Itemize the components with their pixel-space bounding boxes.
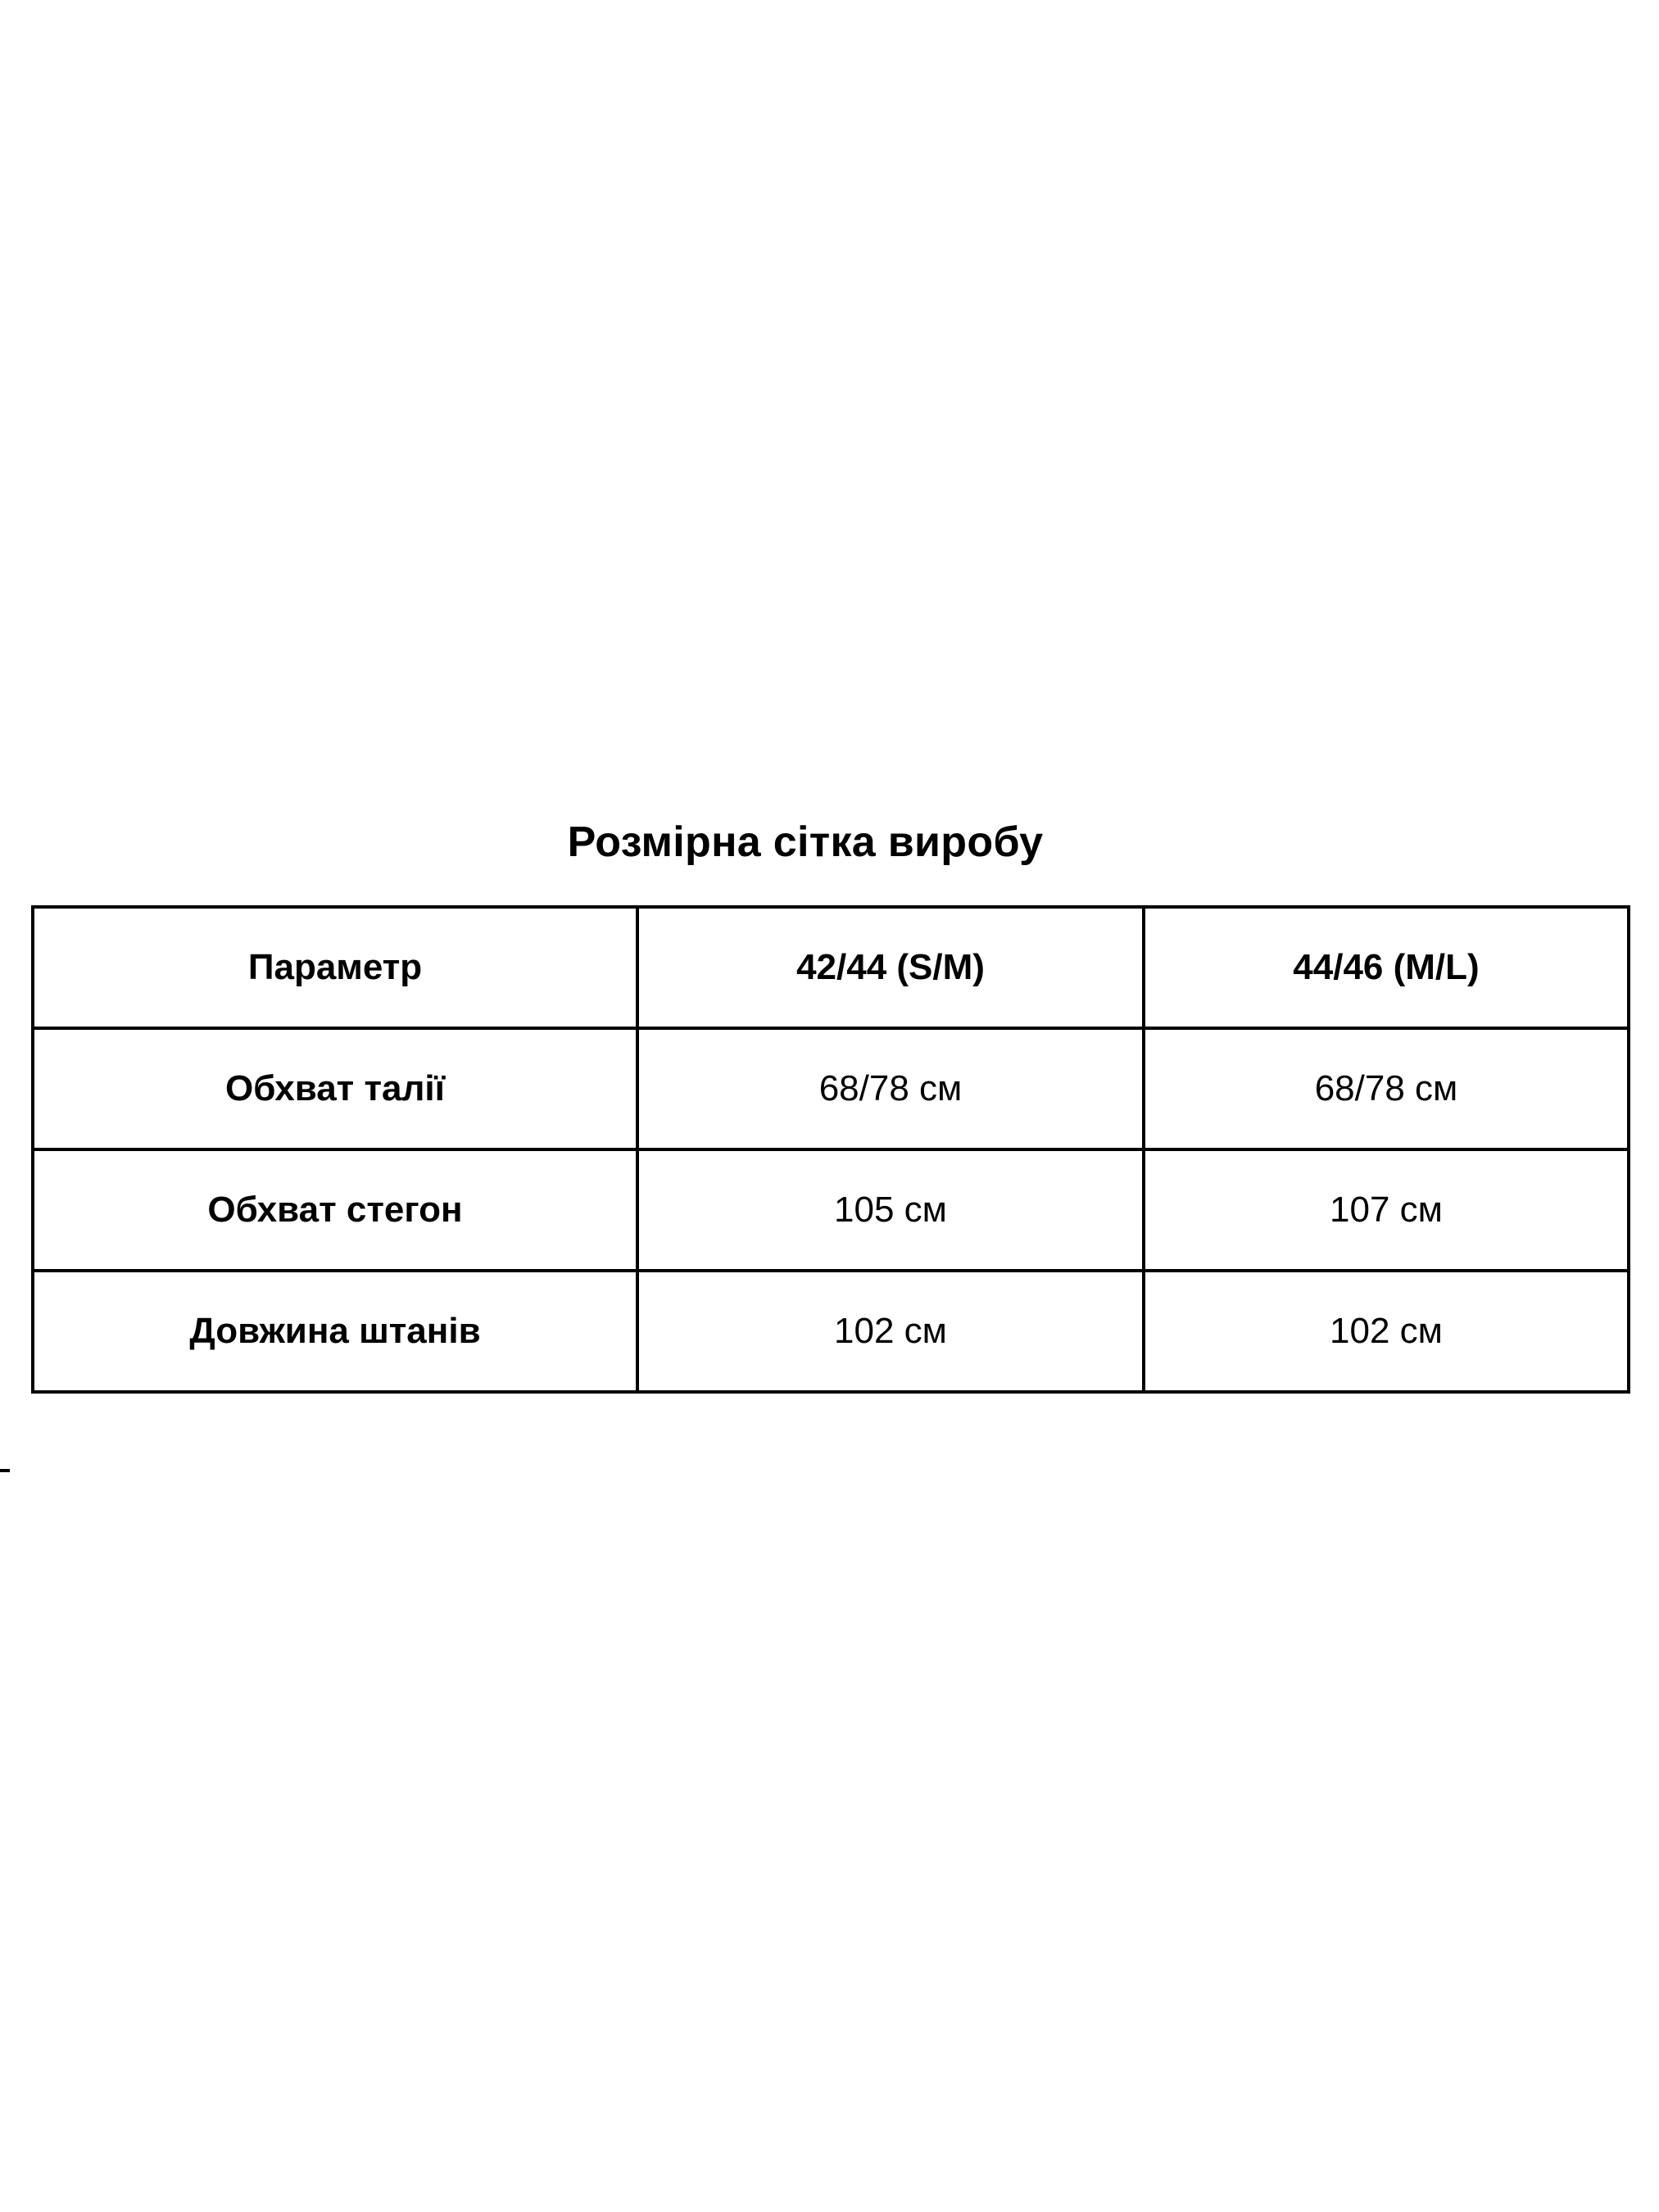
edge-mark [0,1469,10,1472]
cell-waist-sm: 68/78 см [637,1028,1144,1149]
row-label-waist: Обхват талії [33,1028,637,1149]
page-title: Розмірна сітка виробу [567,818,1044,866]
cell-hips-ml: 107 см [1144,1149,1629,1271]
cell-length-ml: 102 см [1144,1271,1629,1392]
cell-waist-ml: 68/78 см [1144,1028,1629,1149]
size-chart-block [31,819,1629,1394]
column-header-size-sm: 42/44 (S/M) [637,907,1144,1028]
table-header-row [33,907,1629,1028]
size-chart-table [31,905,1630,1394]
column-header-size-ml: 44/46 (M/L) [1144,907,1629,1028]
cell-hips-sm: 105 см [637,1149,1144,1271]
cell-length-sm: 102 см [637,1271,1144,1392]
table-row [33,1271,1629,1392]
table-row [33,1149,1629,1271]
table-row [33,1028,1629,1149]
column-header-parameter: Параметр [33,907,637,1028]
row-label-length: Довжина штанів [33,1271,637,1392]
row-label-hips: Обхват стегон [33,1149,637,1271]
